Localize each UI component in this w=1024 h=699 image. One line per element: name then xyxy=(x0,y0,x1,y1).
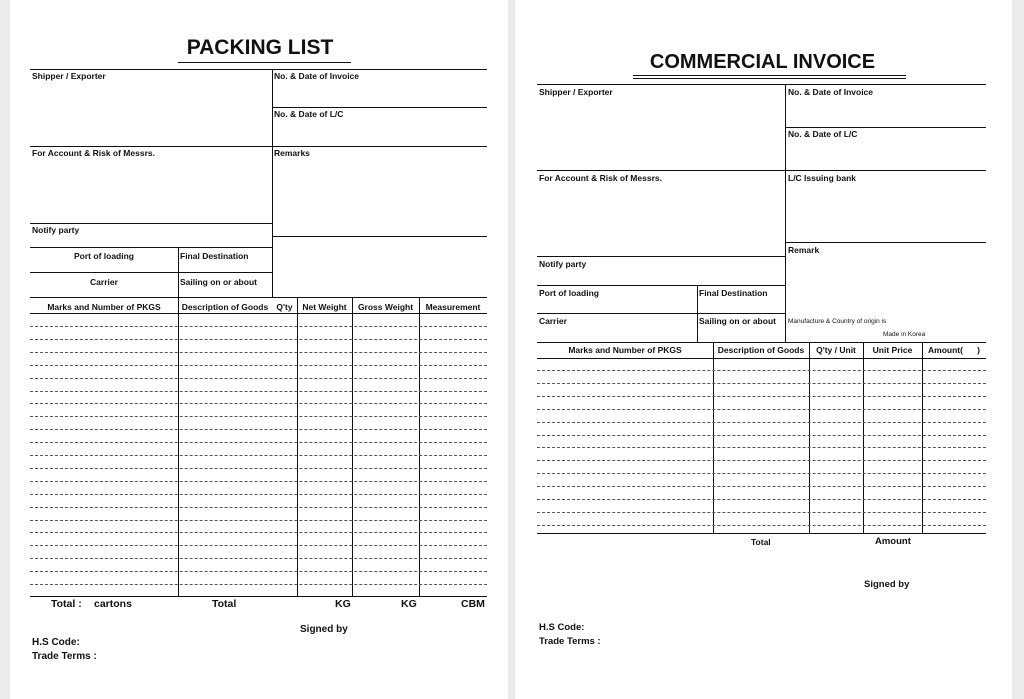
table-row xyxy=(30,442,487,443)
column-header-net-weight: Net Weight xyxy=(302,302,347,312)
sailing-on-label: Sailing on or about xyxy=(180,277,257,287)
shipper-exporter-label: Shipper / Exporter xyxy=(539,87,613,97)
total-label: Total xyxy=(751,537,771,547)
table-row xyxy=(537,447,986,448)
port-of-loading-label: Port of loading xyxy=(539,288,599,298)
column-header-description: Description of Goods xyxy=(181,302,269,312)
gross-kg-label: KG xyxy=(401,598,417,610)
column-header-measurement: Measurement xyxy=(425,302,481,312)
table-row xyxy=(30,520,487,521)
table-row xyxy=(537,409,986,410)
trade-terms-label: Trade Terms : xyxy=(32,651,97,662)
column-header-marks: Marks and Number of PKGS xyxy=(47,302,161,312)
commercial-invoice-sheet xyxy=(515,0,1012,699)
table-row xyxy=(30,403,487,404)
lc-no-date-label: No. & Date of L/C xyxy=(274,109,344,119)
rule xyxy=(537,533,986,534)
carrier-label: Carrier xyxy=(90,277,118,287)
column-header-qty-unit: Q'ty / Unit xyxy=(816,345,856,355)
packing-list-title: PACKING LIST xyxy=(186,36,334,59)
invoice-no-date-label: No. & Date of Invoice xyxy=(788,87,874,97)
column-header-unit-price: Unit Price xyxy=(872,345,913,355)
table-row xyxy=(537,370,986,371)
rule xyxy=(785,84,786,343)
rule xyxy=(537,358,986,359)
account-risk-label: For Account & Risk of Messrs. xyxy=(539,173,662,183)
lc-issuing-bank-label: L/C Issuing bank xyxy=(788,173,857,183)
notify-party-label: Notify party xyxy=(32,225,80,235)
table-row xyxy=(537,486,986,487)
total-label: Total : xyxy=(51,598,82,610)
rule xyxy=(272,107,487,108)
rule xyxy=(537,342,986,343)
column-header-amount: Amount( ) xyxy=(928,345,980,355)
rule xyxy=(785,242,986,243)
table-row xyxy=(30,571,487,572)
total-description-label: Total xyxy=(212,598,237,610)
port-of-loading-label: Port of loading xyxy=(74,251,134,261)
table-row xyxy=(30,326,487,327)
rule xyxy=(697,285,698,343)
table-row xyxy=(30,481,487,482)
shipper-exporter-label: Shipper / Exporter xyxy=(32,71,106,81)
column-header-description: Description of Goods xyxy=(717,345,805,355)
commercial-invoice-title: COMMERCIAL INVOICE xyxy=(649,51,876,73)
cartons-label: cartons xyxy=(94,598,132,610)
rule xyxy=(30,272,272,273)
title-underline xyxy=(633,75,906,76)
rule xyxy=(272,69,273,298)
table-row xyxy=(30,391,487,392)
rule xyxy=(30,247,272,248)
sailing-on-label: Sailing on or about xyxy=(699,316,776,326)
table-row xyxy=(30,507,487,508)
rule xyxy=(785,127,986,128)
origin-label: Manufacture & Country of origin is xyxy=(788,318,887,325)
column-header-qty: Q'ty xyxy=(276,302,293,312)
table-row xyxy=(30,378,487,379)
remark-label: Remark xyxy=(788,245,820,255)
table-row xyxy=(537,512,986,513)
table-row xyxy=(30,468,487,469)
cbm-label: CBM xyxy=(461,598,485,610)
rule xyxy=(30,146,487,147)
rule xyxy=(537,313,785,314)
hs-code-label: H.S Code: xyxy=(539,622,585,633)
table-row xyxy=(537,383,986,384)
hs-code-label: H.S Code: xyxy=(32,637,80,648)
column-separator xyxy=(297,297,298,596)
invoice-no-date-label: No. & Date of Invoice xyxy=(274,71,360,81)
rule xyxy=(272,236,487,237)
signed-by-label: Signed by xyxy=(300,624,348,635)
signed-by-label: Signed by xyxy=(864,579,910,590)
rule xyxy=(537,170,986,171)
column-header-marks: Marks and Number of PKGS xyxy=(568,345,682,355)
title-underline xyxy=(178,62,351,63)
table-row xyxy=(30,584,487,585)
final-destination-label: Final Destination xyxy=(699,288,768,298)
table-row xyxy=(537,435,986,436)
rule xyxy=(30,596,487,597)
column-header-gross-weight: Gross Weight xyxy=(357,302,414,312)
table-row xyxy=(30,339,487,340)
rule xyxy=(30,69,487,70)
table-row xyxy=(537,422,986,423)
final-destination-label: Final Destination xyxy=(180,251,249,261)
table-row xyxy=(537,499,986,500)
table-row xyxy=(30,494,487,495)
lc-no-date-label: No. & Date of L/C xyxy=(788,129,858,139)
table-row xyxy=(537,460,986,461)
trade-terms-label: Trade Terms : xyxy=(539,636,601,647)
table-row xyxy=(30,558,487,559)
table-row xyxy=(30,532,487,533)
rule xyxy=(537,256,785,257)
packing-list-sheet xyxy=(10,0,508,699)
notify-party-label: Notify party xyxy=(539,259,587,269)
table-row xyxy=(30,416,487,417)
rule xyxy=(30,223,272,224)
amount-label: Amount xyxy=(875,536,911,547)
table-row xyxy=(537,525,986,526)
column-separator xyxy=(419,297,420,596)
table-row xyxy=(537,473,986,474)
table-row xyxy=(30,455,487,456)
rule xyxy=(537,285,785,286)
rule xyxy=(537,84,986,85)
table-row xyxy=(30,545,487,546)
table-row xyxy=(537,396,986,397)
account-risk-label: For Account & Risk of Messrs. xyxy=(32,148,155,158)
table-row xyxy=(30,352,487,353)
column-separator xyxy=(352,297,353,596)
title-underline xyxy=(633,78,906,79)
net-kg-label: KG xyxy=(335,598,351,610)
carrier-label: Carrier xyxy=(539,316,567,326)
origin-value: Made in Korea xyxy=(883,331,926,338)
remarks-label: Remarks xyxy=(274,148,310,158)
table-row xyxy=(30,429,487,430)
table-row xyxy=(30,365,487,366)
column-separator xyxy=(178,297,179,596)
